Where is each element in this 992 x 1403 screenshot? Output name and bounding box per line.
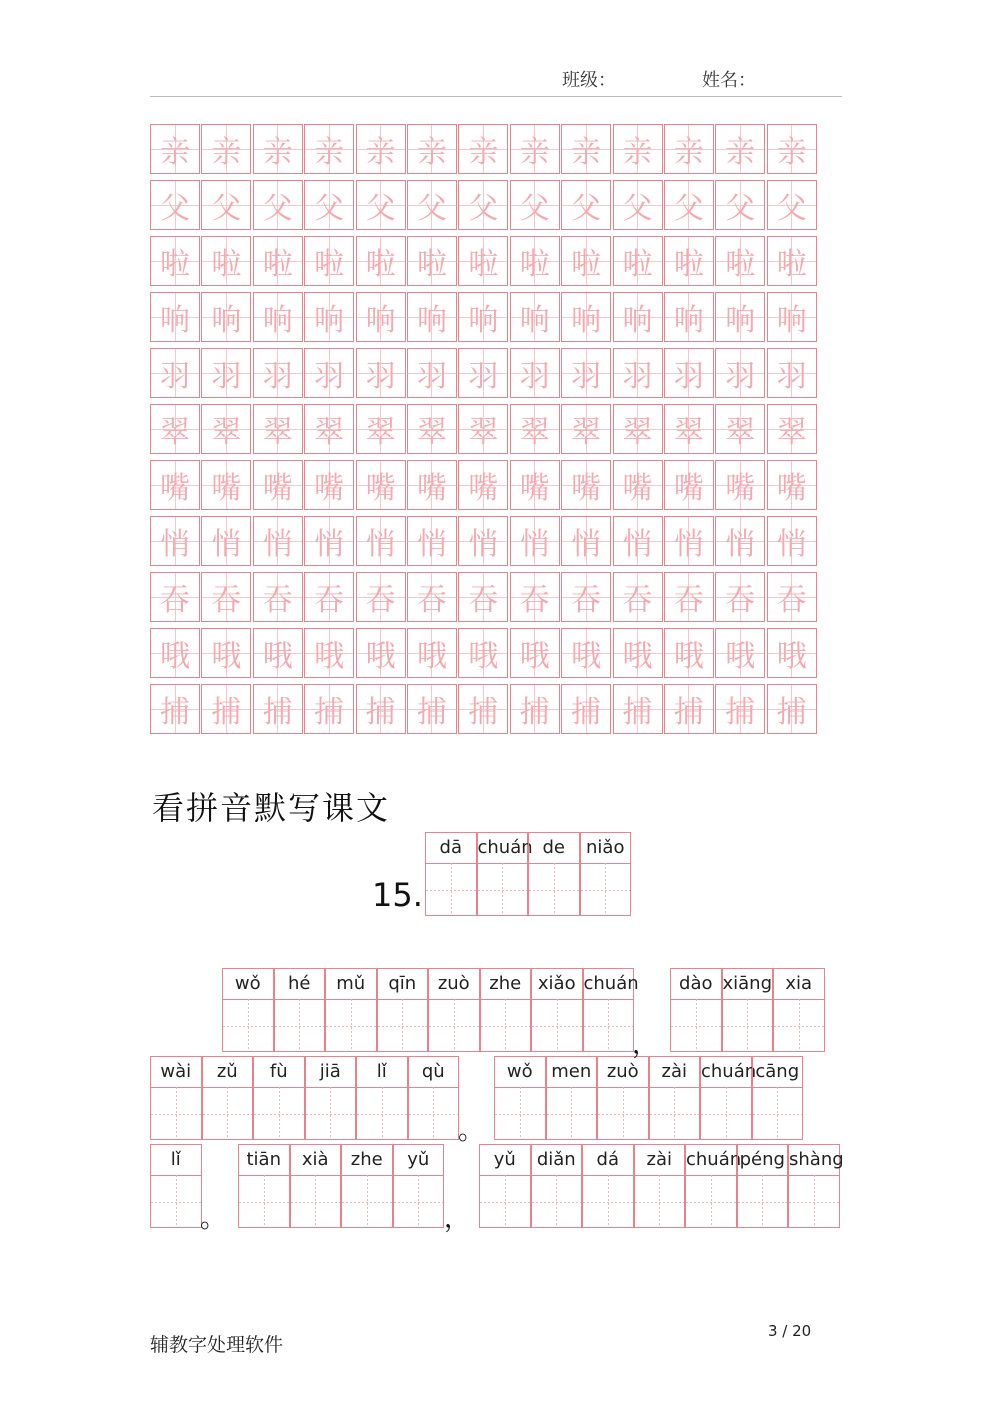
practice-cell: 父 [150,180,200,230]
practice-cell: 啦 [407,236,457,286]
pinyin-box [685,1144,742,1228]
pinyin-box [377,968,429,1052]
practice-cell: 吞 [664,572,714,622]
practice-cell: 亲 [304,124,354,174]
comma-mark: ， [632,1030,659,1060]
pinyin-text: chuán [583,973,639,994]
pinyin-box [700,1056,757,1140]
pinyin-text: dā [439,837,462,858]
practice-cell: 哦 [253,628,303,678]
pinyin-text: chuán [686,1149,742,1170]
practice-cell: 翠 [510,404,560,454]
pinyin-text: xiǎo [537,973,576,994]
period-mark: 。 [458,1116,485,1146]
practice-cell: 父 [356,180,406,230]
practice-cell: 悄 [150,516,200,566]
practice-cell: 羽 [253,348,303,398]
practice-cell: 羽 [407,348,457,398]
practice-cell: 父 [458,180,508,230]
practice-cell: 响 [767,292,817,342]
pinyin-box [290,1144,342,1228]
pinyin-box [737,1144,789,1228]
practice-cell: 响 [458,292,508,342]
pinyin-box [202,1056,254,1140]
pinyin-text: zǔ [216,1061,238,1082]
practice-cell: 父 [561,180,611,230]
pinyin-text: wài [160,1061,192,1082]
pinyin-box [274,968,326,1052]
practice-cell: 父 [304,180,354,230]
section-title: 看拼音默写课文 [152,789,391,827]
practice-cell: 捕 [613,684,663,734]
practice-cell: 吞 [458,572,508,622]
practice-row [150,348,818,398]
practice-cell: 翠 [561,404,611,454]
practice-cell: 亲 [561,124,611,174]
pinyin-text: niǎo [586,837,625,858]
practice-cell: 哦 [664,628,714,678]
pinyin-text: xiāng [722,973,773,994]
pinyin-box [580,832,632,916]
practice-cell: 捕 [561,684,611,734]
practice-cell: 悄 [767,516,817,566]
comma-mark: ， [444,1204,471,1234]
practice-cell: 啦 [253,236,303,286]
pinyin-box [531,1144,583,1228]
practice-cell: 嘴 [767,460,817,510]
lesson-number: 15. [372,876,423,914]
practice-cell: 亲 [664,124,714,174]
practice-cell: 羽 [613,348,663,398]
pinyin-text: wǒ [234,973,261,994]
pinyin-box [583,968,639,1052]
pinyin-box [479,1144,531,1228]
practice-cell: 父 [664,180,714,230]
practice-cell: 翠 [613,404,663,454]
practice-cell: 翠 [304,404,354,454]
pinyin-text: cāng [755,1061,800,1082]
practice-cell: 翠 [150,404,200,454]
pinyin-text: xia [785,973,813,994]
practice-cell: 捕 [407,684,457,734]
practice-cell: 父 [407,180,457,230]
practice-cell: 哦 [201,628,251,678]
practice-cell: 翠 [664,404,714,454]
practice-cell: 哦 [304,628,354,678]
pinyin-box [773,968,825,1052]
practice-cell: 翠 [407,404,457,454]
pinyin-box [582,1144,634,1228]
practice-cell: 响 [561,292,611,342]
practice-cell: 嘴 [561,460,611,510]
practice-cell: 羽 [304,348,354,398]
practice-cell: 亲 [407,124,457,174]
class-label: 班级： [562,70,616,91]
practice-cell: 翠 [253,404,303,454]
practice-cell: 响 [715,292,765,342]
practice-row [150,684,818,734]
practice-cell: 吞 [767,572,817,622]
practice-cell: 悄 [201,516,251,566]
pinyin-text: wǒ [506,1061,533,1082]
pinyin-text: zuò [606,1061,639,1082]
practice-cell: 嘴 [407,460,457,510]
pinyin-text: fù [269,1061,288,1082]
practice-cell: 父 [253,180,303,230]
pinyin-box [788,1144,844,1228]
pinyin-box [477,832,533,916]
practice-cell: 悄 [253,516,303,566]
pinyin-text: chuán [477,837,533,858]
name-label: 姓名： [702,70,756,91]
practice-cell: 啦 [150,236,200,286]
practice-cell: 羽 [201,348,251,398]
footer-software: 辅教字处理软件 [150,1334,284,1356]
practice-cell: 嘴 [356,460,406,510]
practice-cell: 悄 [458,516,508,566]
practice-cell: 亲 [613,124,663,174]
practice-cell: 哦 [356,628,406,678]
practice-cell: 响 [201,292,251,342]
practice-row [150,124,818,174]
pinyin-box [253,1056,305,1140]
practice-cell: 悄 [356,516,406,566]
header-divider [150,96,842,97]
practice-cell: 羽 [715,348,765,398]
practice-row [150,180,818,230]
practice-cell: 悄 [510,516,560,566]
pinyin-text: hé [288,973,311,994]
practice-cell: 悄 [613,516,663,566]
practice-cell: 吞 [356,572,406,622]
practice-cell: 吞 [561,572,611,622]
pinyin-text: xià [301,1149,329,1170]
practice-cell: 父 [613,180,663,230]
pinyin-box [325,968,377,1052]
practice-row [150,572,818,622]
practice-cell: 响 [253,292,303,342]
pinyin-box [238,1144,290,1228]
pinyin-box [531,968,583,1052]
pinyin-box [150,1056,202,1140]
practice-cell: 羽 [150,348,200,398]
practice-cell: 哦 [407,628,457,678]
practice-cell: 嘴 [458,460,508,510]
practice-cell: 羽 [510,348,560,398]
pinyin-text: men [551,1061,592,1082]
practice-cell: 父 [767,180,817,230]
practice-cell: 捕 [458,684,508,734]
practice-cell: 羽 [664,348,714,398]
pinyin-box [428,968,480,1052]
practice-cell: 哦 [510,628,560,678]
pinyin-box [356,1056,408,1140]
practice-cell: 亲 [458,124,508,174]
practice-cell: 啦 [356,236,406,286]
practice-cell: 羽 [767,348,817,398]
practice-cell: 吞 [715,572,765,622]
pinyin-text: zài [661,1061,687,1082]
practice-cell: 羽 [458,348,508,398]
practice-cell: 捕 [356,684,406,734]
pinyin-box [722,968,774,1052]
pinyin-box [305,1056,357,1140]
pinyin-box [425,832,477,916]
pinyin-text: de [542,837,565,858]
pinyin-box [393,1144,445,1228]
practice-cell: 捕 [201,684,251,734]
practice-cell: 捕 [304,684,354,734]
practice-cell: 捕 [767,684,817,734]
practice-cell: 哦 [150,628,200,678]
practice-cell: 吞 [253,572,303,622]
practice-cell: 响 [510,292,560,342]
pinyin-text: zhe [489,973,522,994]
practice-cell: 吞 [150,572,200,622]
pinyin-text: zuò [437,973,470,994]
practice-cell: 亲 [150,124,200,174]
practice-cell: 响 [356,292,406,342]
practice-cell: 哦 [767,628,817,678]
practice-cell: 啦 [201,236,251,286]
practice-cell: 父 [201,180,251,230]
pinyin-text: lǐ [376,1061,387,1082]
practice-cell: 吞 [407,572,457,622]
practice-cell: 啦 [767,236,817,286]
pinyin-text: lǐ [170,1149,181,1170]
pinyin-text: zài [646,1149,672,1170]
practice-cell: 翠 [767,404,817,454]
practice-cell: 哦 [715,628,765,678]
practice-cell: 嘴 [201,460,251,510]
practice-cell: 嘴 [664,460,714,510]
pinyin-box [528,832,580,916]
pinyin-box [634,1144,686,1228]
practice-cell: 嘴 [253,460,303,510]
pinyin-box [597,1056,649,1140]
practice-cell: 亲 [767,124,817,174]
practice-cell: 悄 [561,516,611,566]
pinyin-text: shàng [789,1149,844,1170]
practice-cell: 翠 [356,404,406,454]
practice-cell: 捕 [510,684,560,734]
practice-cell: 捕 [150,684,200,734]
practice-cell: 响 [304,292,354,342]
practice-cell: 哦 [561,628,611,678]
pinyin-box [752,1056,804,1140]
practice-cell: 父 [715,180,765,230]
practice-cell: 啦 [304,236,354,286]
practice-cell: 悄 [304,516,354,566]
practice-cell: 悄 [664,516,714,566]
pinyin-text: chuán [701,1061,757,1082]
practice-cell: 嘴 [613,460,663,510]
practice-cell: 父 [510,180,560,230]
practice-cell: 捕 [715,684,765,734]
practice-cell: 翠 [458,404,508,454]
pinyin-box [222,968,274,1052]
practice-cell: 捕 [664,684,714,734]
practice-row [150,460,818,510]
practice-cell: 响 [407,292,457,342]
pinyin-text: qù [421,1061,445,1082]
practice-cell: 羽 [561,348,611,398]
page-number: 3 / 20 [768,1322,812,1340]
practice-cell: 翠 [201,404,251,454]
practice-cell: 亲 [510,124,560,174]
pinyin-text: yǔ [493,1149,516,1170]
pinyin-box [341,1144,393,1228]
pinyin-box [546,1056,598,1140]
practice-cell: 嘴 [510,460,560,510]
practice-row [150,404,818,454]
pinyin-text: dá [596,1149,619,1170]
practice-row [150,628,818,678]
practice-cell: 亲 [201,124,251,174]
practice-cell: 响 [613,292,663,342]
pinyin-text: dào [679,973,713,994]
period-mark: 。 [200,1204,227,1234]
practice-row [150,236,818,286]
pinyin-text: diǎn [536,1149,576,1170]
practice-cell: 响 [150,292,200,342]
practice-cell: 翠 [715,404,765,454]
pinyin-box [494,1056,546,1140]
practice-cell: 啦 [458,236,508,286]
practice-cell: 哦 [613,628,663,678]
pinyin-text: zhe [350,1149,383,1170]
practice-cell: 悄 [715,516,765,566]
pinyin-box [150,1144,202,1228]
practice-cell: 亲 [356,124,406,174]
pinyin-text: mǔ [336,973,366,994]
practice-cell: 亲 [253,124,303,174]
practice-cell: 响 [664,292,714,342]
practice-cell: 啦 [561,236,611,286]
practice-cell: 啦 [664,236,714,286]
pinyin-text: péng [739,1149,785,1170]
practice-cell: 吞 [613,572,663,622]
practice-cell: 吞 [304,572,354,622]
practice-cell: 啦 [715,236,765,286]
pinyin-box [408,1056,460,1140]
practice-row [150,516,818,566]
practice-cell: 啦 [613,236,663,286]
practice-cell: 捕 [253,684,303,734]
practice-cell: 悄 [407,516,457,566]
practice-cell: 嘴 [150,460,200,510]
practice-cell: 嘴 [715,460,765,510]
practice-cell: 哦 [458,628,508,678]
pinyin-box [649,1056,701,1140]
pinyin-box [480,968,532,1052]
practice-cell: 吞 [510,572,560,622]
practice-cell: 亲 [715,124,765,174]
pinyin-text: yǔ [407,1149,430,1170]
practice-cell: 嘴 [304,460,354,510]
pinyin-box [670,968,722,1052]
practice-cell: 吞 [201,572,251,622]
pinyin-text: qīn [388,973,417,994]
practice-cell: 羽 [356,348,406,398]
pinyin-text: tiān [246,1149,281,1170]
practice-cell: 啦 [510,236,560,286]
practice-row [150,292,818,342]
pinyin-text: jiā [319,1061,341,1082]
